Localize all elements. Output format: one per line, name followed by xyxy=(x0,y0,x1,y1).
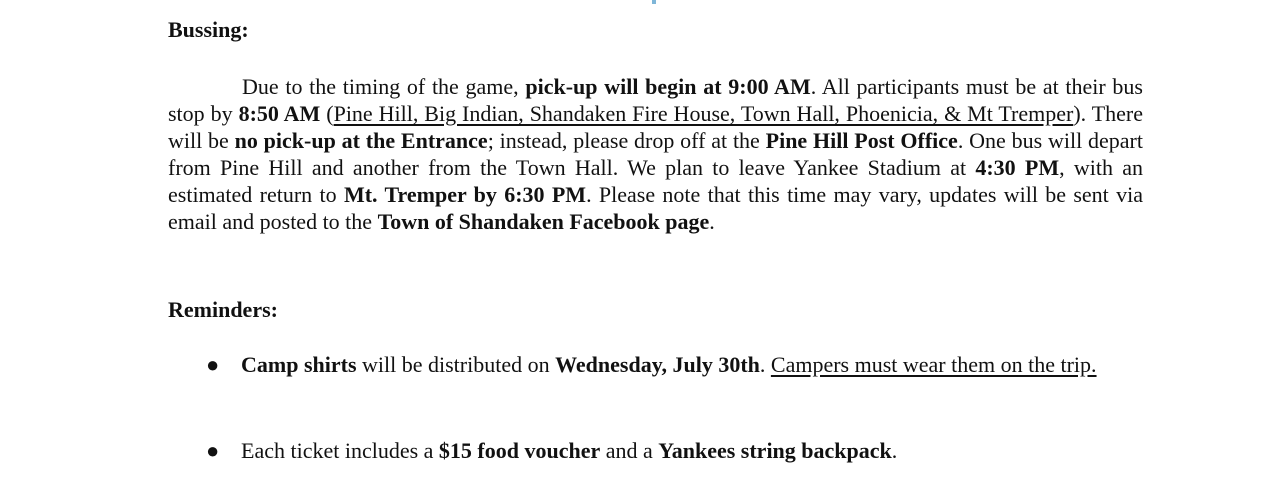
reminders-heading: Reminders: xyxy=(168,297,278,322)
reminder-bold: $15 food voucher xyxy=(438,438,601,463)
bussing-text: , with an estimated return to xyxy=(168,155,1143,207)
bussing-text: ; instead, please drop off at the xyxy=(487,128,766,153)
facebook-page: Town of Shandaken Facebook page xyxy=(377,209,710,234)
no-pickup-note: no pick-up at the Entrance xyxy=(234,128,488,153)
departure-time: 4:30 PM xyxy=(975,155,1060,180)
reminder-bold: Wednesday, July 30th xyxy=(555,352,760,377)
bussing-text: . xyxy=(709,209,715,234)
bussing-text: . One bus will depart from Pine Hill and another from the Town Hall. We plan to leave Yankee Stadium at xyxy=(168,128,1143,180)
bussing-text: ). There will be xyxy=(168,101,1143,153)
bus-stops-list: Pine Hill, Big Indian, Shandaken Fire House, Town Hall, Phoenicia, & Mt Tremper xyxy=(333,101,1074,126)
reminder-text: . xyxy=(759,352,771,377)
bussing-text: ( xyxy=(320,101,334,126)
reminder-bold: Yankees string backpack xyxy=(658,438,892,463)
reminder-text: and a xyxy=(600,438,659,463)
scan-mark xyxy=(652,0,656,4)
bullet-icon: ● xyxy=(206,438,220,463)
bussing-text: . Please note that this time may vary, updates will be sent via email and posted to the xyxy=(168,182,1143,234)
bussing-text: . All participants must be at their bus stop by xyxy=(168,74,1143,126)
reminder-text: Each ticket includes a xyxy=(241,438,439,463)
reminder-item-ticket xyxy=(241,438,1131,464)
reminder-underline: Campers must wear them on the trip. xyxy=(770,352,1097,377)
reminder-item-shirts xyxy=(241,352,1131,378)
bullet-icon: ● xyxy=(206,352,220,377)
bussing-heading: Bussing: xyxy=(168,17,249,42)
pickup-time: pick-up will begin at 9:00 AM xyxy=(525,74,811,99)
reminder-text: . xyxy=(891,438,898,463)
reminder-bold: Camp shirts xyxy=(241,352,357,377)
bus-stop-time: 8:50 AM xyxy=(238,101,321,126)
bussing-paragraph xyxy=(168,73,1143,235)
post-office: Pine Hill Post Office xyxy=(765,128,958,153)
bussing-text: Due to the timing of the game, xyxy=(242,74,526,99)
reminder-text: will be distributed on xyxy=(356,352,556,377)
return-time: Mt. Tremper by 6:30 PM xyxy=(343,182,587,207)
